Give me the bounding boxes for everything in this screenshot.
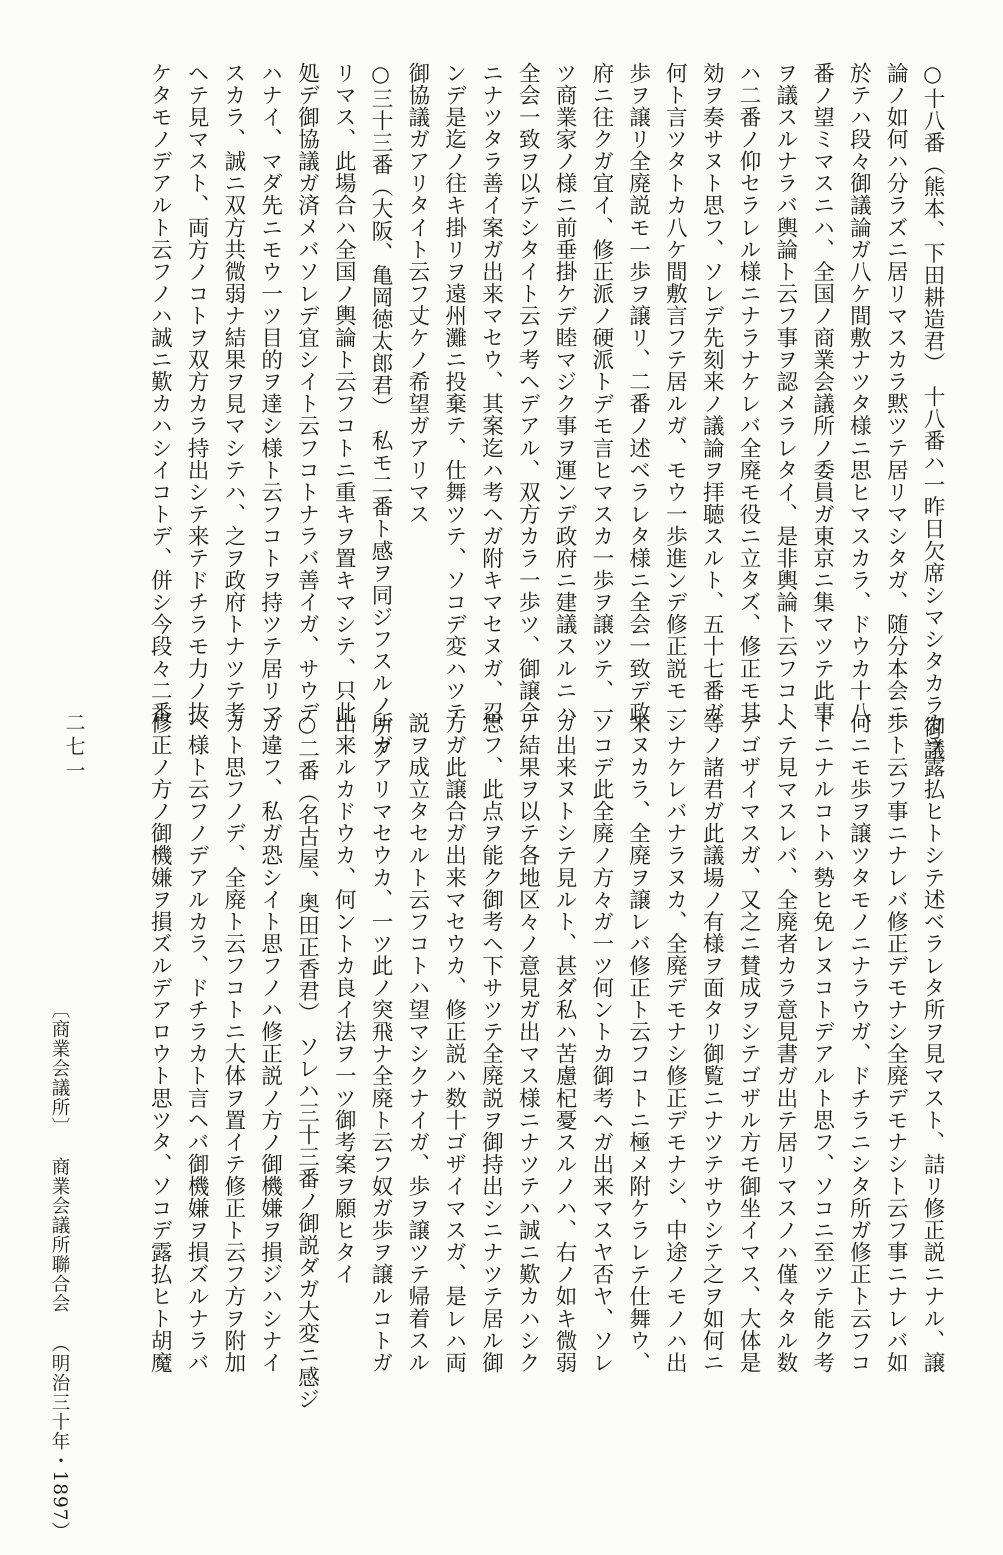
text-line: カラ露払ヒトシテ述ベラレタ所ヲ見マスト、詰リ修正説ニナル、譲 xyxy=(920,712,945,1374)
text-line: 修正ノ方ノ御機嫌ヲ損ズルデアロウト思ツタ、ソコデ露払ヒト胡魔 xyxy=(147,712,173,1374)
text-line: 出来ルカドウカ、何ントカ良イ法ヲ一ツ御考案ヲ願ヒタイ xyxy=(331,712,357,1286)
text-line: デゴザイマスガ、又之ニ賛成ヲシテゴザル方モ御坐イマス、大体是 xyxy=(736,712,762,1374)
page-number: 二七一 xyxy=(62,712,86,784)
text-line: 全会一致ヲ以テシタイト云フ考ヘデアル、双方カラ一歩ツ、御譲合 xyxy=(515,62,541,724)
text-line: ソコデ此全廃ノ方々ガ一ツ何ントカ御考ヘガ出来マスヤ否ヤ、ソレ xyxy=(588,712,614,1374)
text-line: 方ガ此譲合ガ出来マセウカ、修正説ハ数十ゴザイマスガ、是レハ両 xyxy=(441,712,467,1374)
text-line: ニナツタラ善イ案ガ出来マセウ、其案迄ハ考ヘガ附キマセヌガ、忍 xyxy=(478,62,504,724)
text-line: 歩ト云フ事ニナレバ修正デモナシ全廃デモナシト云フ事ニナレバ如 xyxy=(883,712,909,1374)
text-block-top xyxy=(140,62,950,761)
text-line: 歩ヲ譲リ全廃説モ一歩ヲ譲リ、二番ノ述ベラレタ様ニ全会一致デ政 xyxy=(625,62,651,724)
text-line: 等ノ諸君ガ此議場ノ有様ヲ面タリ御覧ニナツテサウシテ之ヲ如何ニ xyxy=(699,712,725,1374)
text-line: ケタモノデアルト云フノハ誠ニ歎カハシイコトデ、併シ今段々二番 xyxy=(147,62,173,724)
text-line: ヘテ見マスト、両方ノコトヲ双方カラ持出シテ来テドチラモ力ノ抜 xyxy=(184,62,210,724)
text-line: 御協議ガアリタイト云フ丈ケノ希望ガアリマス xyxy=(404,62,430,526)
text-line: スカラ、誠ニ双方共微弱ナ結果ヲ見マシテハ、之ヲ政府トナツテ考 xyxy=(220,62,246,724)
text-line: リマス、此場合ハ全国ノ輿論ト云フコトニ重キヲ置キマシテ、只此 xyxy=(331,62,357,724)
text-line: ○二番（名古屋、奥田正香君） ソレハ三十三番ノ御説ダガ大変ニ感ジ xyxy=(294,712,320,1411)
text-line: ヘテ見マスレバ、全廃者カラ意見書ガ出テ居リマスノハ僅々タル数 xyxy=(772,712,798,1374)
text-line: ツ商業家ノ様ニ前垂掛ケデ睦マジク事ヲ運ンデ政府ニ建議スルニハ xyxy=(552,62,578,724)
text-line: ナ結果ヲ以テ各地区々ノ意見ガ出マス様ニナツテハ誠ニ歎カハシク xyxy=(515,712,541,1374)
text-line: 所ガアリマセウカ、一ツ此ノ突飛ナ全廃ト云フ奴ガ歩ヲ譲ルコトガ xyxy=(368,712,394,1374)
text-line: ○十八番（熊本、下田耕造君） 十八番ハ一昨日欠席シマシタカラ御議 xyxy=(920,62,945,761)
text-block-bottom xyxy=(140,712,950,1411)
footer-section: 〔商業会議所〕 xyxy=(49,1000,70,1137)
page-footer xyxy=(46,1000,72,1555)
text-line: ハナイ、マダ先ニモウ一ツ目的ヲ達シ様ト云フコトヲ持ツテ居リマ xyxy=(257,62,283,724)
footer-date: （明治三十年・1897） xyxy=(49,1334,70,1542)
text-line: ○三十三番（大阪、亀岡徳太郎君） 私モ二番ト感ヲ同ジフスルノデア xyxy=(368,62,394,761)
text-line: ガ出来ヌトシテ見ルト、甚ダ私ハ苦慮杞憂スルノハ、右ノ如キ微弱 xyxy=(552,712,578,1374)
text-line: 説ヲ成立タセルト云フコトハ望マシクナイガ、歩ヲ譲ツテ帰着スル xyxy=(404,712,430,1374)
text-line: 番ノ望ミマスニハ、全国ノ商業会議所ノ委員ガ東京ニ集マツテ此事 xyxy=(809,62,835,724)
text-line: 府ニ往クガ宜イ、修正派ノ硬派トデモ言ヒマスカ一歩ヲ譲ツテ、一 xyxy=(588,62,614,724)
text-line: 来ヌカラ、全廃ヲ譲レバ修正ト云フコトニ極メ附ケラレテ仕舞ウ、 xyxy=(625,712,651,1374)
text-line: ハ二番ノ仰セラレル様ニナラナケレバ全廃モ役ニ立タズ、修正モ其 xyxy=(736,62,762,724)
text-line: 処デ御協議ガ済メバソレデ宜シイト云フコトナラバ善イガ、サウデ xyxy=(294,62,320,724)
text-line: ヘ様ト云フノデアルカラ、ドチラカト言ヘバ御機嫌ヲ損ズルナラバ xyxy=(184,712,210,1374)
text-line: シナケレバナラヌカ、全廃デモナシ修正デモナシ、中途ノモノハ出 xyxy=(662,712,688,1374)
text-line: 論ノ如何ハ分ラズニ居リマスカラ黙ツテ居リマシタガ、随分本会ニ xyxy=(883,62,909,724)
text-line: 何ニモ歩ヲ譲ツタモノニナラウガ、ドチラニシタ所ガ修正ト云フコ xyxy=(846,712,872,1374)
text-line: カト思フノデ、全廃ト云フコトニ大体ヲ置イテ修正ト云フ方ヲ附加 xyxy=(220,712,246,1374)
text-line: ンデ是迄ノ往キ掛リヲ遠州灘ニ投棄テ、仕舞ツテ、ソコデ変ハツテ xyxy=(441,62,467,724)
text-line: 思フ、此点ヲ能ク御考ヘ下サツテ全廃説ヲ御持出シニナツテ居ル御 xyxy=(478,712,504,1374)
footer-organization: 商業会議所聯合会 xyxy=(49,1157,70,1314)
text-line: ヲ議スルナラバ輿論ト云フ事ヲ認メラレタイ、是非輿論ト云フコト xyxy=(772,62,798,724)
text-line: ガ違フ、私ガ恐シイト思フノハ修正説ノ方ノ御機嫌ヲ損ジハシナイ xyxy=(257,712,283,1374)
text-line: トニナルコトハ勢ヒ免レヌコトデアルト思フ、ソコニ至ツテ能ク考 xyxy=(809,712,835,1374)
text-line: 於テハ段々御議論ガ八ケ間敷ナツタ様ニ思ヒマスカラ、ドウカ十八 xyxy=(846,62,872,724)
text-line: 効ヲ奏サヌト思フ、ソレデ先刻来ノ議論ヲ拝聴スルト、五十七番ガ xyxy=(699,62,725,724)
text-line: 何ト言ツタトカ八ケ間敷言フテ居ルガ、モウ一歩進ンデ修正説モ一 xyxy=(662,62,688,724)
